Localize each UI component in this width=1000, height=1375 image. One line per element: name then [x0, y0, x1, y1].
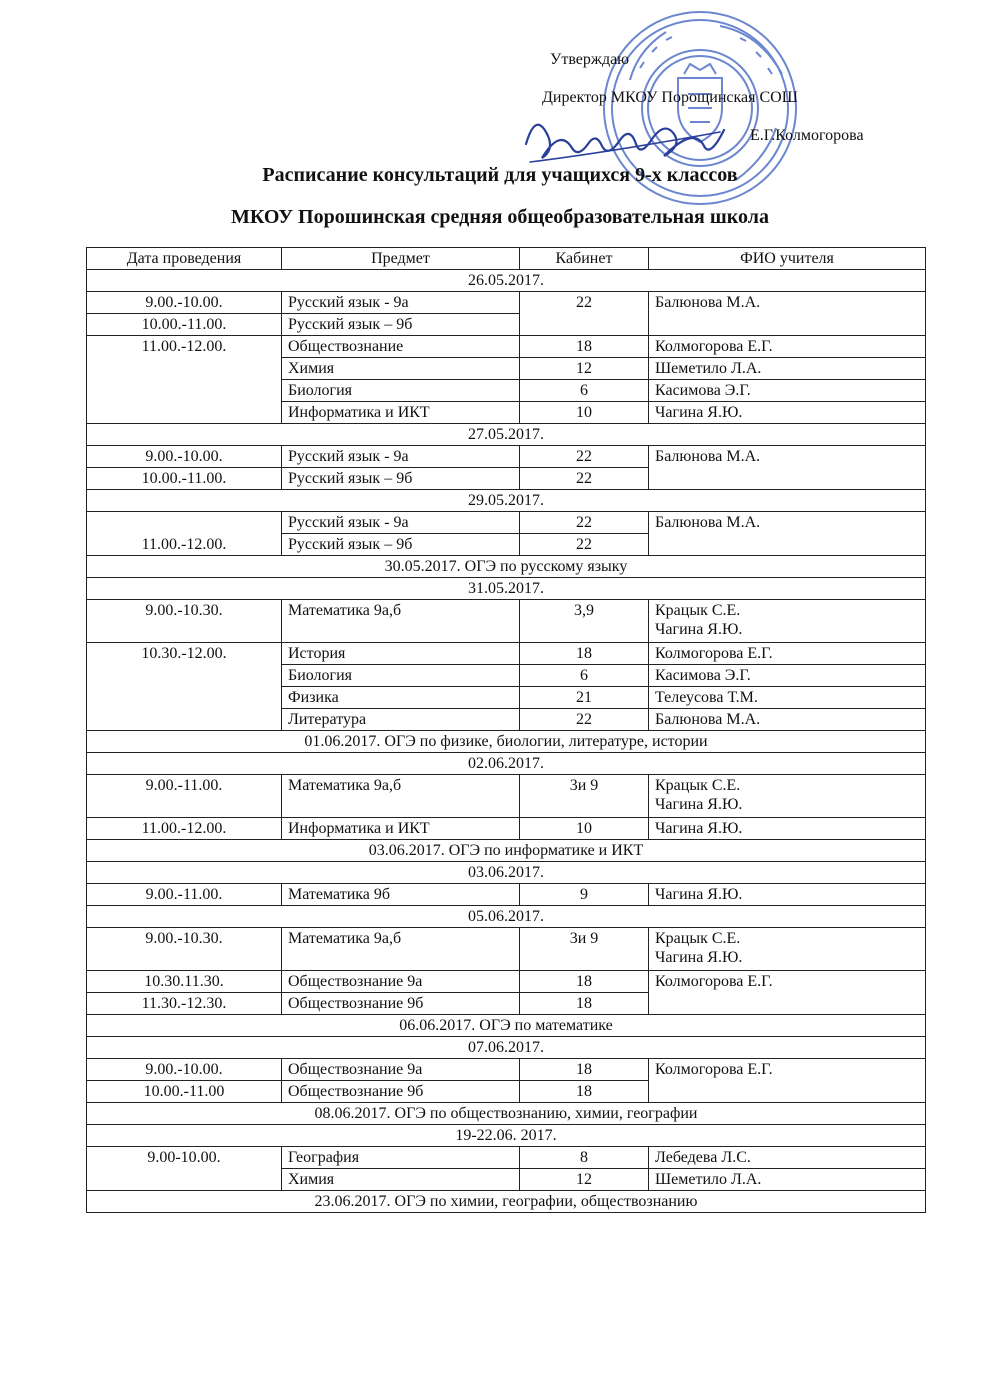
time-cell: 9.00.-11.00. — [87, 775, 282, 818]
header-teacher: ФИО учителя — [649, 248, 926, 270]
time-cell: 10.00.-11.00. — [87, 314, 282, 336]
room-cell: 12 — [520, 358, 649, 380]
teacher-name: Шеметило Л.А. — [655, 360, 762, 377]
room-cell: 18 — [520, 993, 649, 1015]
room-cell: 12 — [520, 1169, 649, 1191]
room-cell: 22 — [520, 468, 649, 490]
approval-line-3: Е.Г.Колмогорова — [750, 127, 864, 144]
teacher-name: Чагина Я.Ю. — [655, 796, 743, 813]
table-row — [87, 884, 926, 906]
section-row — [87, 731, 926, 753]
table-header-row — [87, 248, 926, 270]
time-cell: 9.00.-10.30. — [87, 600, 282, 643]
section-title: 05.06.2017. — [87, 906, 926, 928]
section-row — [87, 556, 926, 578]
table-row — [87, 971, 926, 993]
teacher-name: Лебедева Л.С. — [655, 1149, 751, 1166]
teacher-cell — [649, 928, 926, 971]
subject-cell: Математика 9а,б — [282, 600, 520, 643]
section-title: 29.05.2017. — [87, 490, 926, 512]
teacher-name: Колмогорова Е.Г. — [655, 973, 773, 990]
teacher-name: Чагина Я.Ю. — [655, 949, 743, 966]
section-title: 03.06.2017. — [87, 862, 926, 884]
subject-cell: Русский язык – 9б — [282, 534, 520, 556]
time-cell: 10.30.-12.00. — [87, 643, 282, 731]
table-row — [87, 600, 926, 643]
subject-cell: Информатика и ИКТ — [282, 818, 520, 840]
section-row — [87, 753, 926, 775]
subject-cell: Информатика и ИКТ — [282, 402, 520, 424]
room-cell: 3и 9 — [520, 775, 649, 818]
teacher-name: Чагина Я.Ю. — [655, 886, 743, 903]
section-row — [87, 490, 926, 512]
time-cell: 11.00.-12.00. — [87, 512, 282, 556]
subject-cell: Русский язык – 9б — [282, 468, 520, 490]
room-cell: 10 — [520, 402, 649, 424]
room-cell: 3,9 — [520, 600, 649, 643]
subject-cell: История — [282, 643, 520, 665]
room-cell: 22 — [520, 446, 649, 468]
subject-cell: Химия — [282, 1169, 520, 1191]
teacher-cell — [649, 687, 926, 709]
section-row — [87, 906, 926, 928]
section-row — [87, 1191, 926, 1213]
room-cell: 18 — [520, 1081, 649, 1103]
teacher-name: Чагина Я.Ю. — [655, 621, 743, 638]
time-cell: 9.00.-10.00. — [87, 292, 282, 314]
section-title: 19-22.06. 2017. — [87, 1125, 926, 1147]
teacher-cell — [649, 884, 926, 906]
table-row — [87, 446, 926, 468]
time-cell: 9.00-10.00. — [87, 1147, 282, 1191]
table-row — [87, 928, 926, 971]
section-row — [87, 862, 926, 884]
time-cell: 9.00.-10.00. — [87, 1059, 282, 1081]
time-cell: 10.30.11.30. — [87, 971, 282, 993]
room-cell: 22 — [520, 534, 649, 556]
time-cell: 11.00.-12.00. — [87, 818, 282, 840]
teacher-name: Телеусова Т.М. — [655, 689, 758, 706]
table-row — [87, 1147, 926, 1169]
time-cell: 9.00.-10.00. — [87, 446, 282, 468]
subject-cell: Обществознание 9а — [282, 1059, 520, 1081]
teacher-name: Чагина Я.Ю. — [655, 404, 743, 421]
subject-cell: Математика 9а,б — [282, 775, 520, 818]
table-row — [87, 512, 926, 534]
subject-cell: Математика 9а,б — [282, 928, 520, 971]
subject-cell: Русский язык - 9а — [282, 292, 520, 314]
room-cell: 10 — [520, 818, 649, 840]
teacher-cell — [649, 512, 926, 556]
time-cell: 10.00.-11.00 — [87, 1081, 282, 1103]
teacher-cell — [649, 775, 926, 818]
time-cell: 11.00.-12.00. — [87, 336, 282, 424]
teacher-cell — [649, 380, 926, 402]
subject-cell: Физика — [282, 687, 520, 709]
table-row — [87, 292, 926, 314]
subject-cell: Литература — [282, 709, 520, 731]
teacher-cell — [649, 402, 926, 424]
subject-cell: Биология — [282, 380, 520, 402]
room-cell: 18 — [520, 336, 649, 358]
teacher-cell — [649, 336, 926, 358]
teacher-name: Чагина Я.Ю. — [655, 820, 743, 837]
table-row — [87, 336, 926, 358]
teacher-name: Колмогорова Е.Г. — [655, 645, 773, 662]
time-cell: 11.30.-12.30. — [87, 993, 282, 1015]
teacher-cell — [649, 1147, 926, 1169]
table-row — [87, 1059, 926, 1081]
approval-line-2: Директор МКОУ Порощинская СОШ — [542, 89, 798, 106]
teacher-cell — [649, 1059, 926, 1103]
section-title: 27.05.2017. — [87, 424, 926, 446]
teacher-name: Крацык С.Е. — [655, 602, 741, 619]
teacher-cell — [649, 709, 926, 731]
subject-cell: Обществознание 9б — [282, 993, 520, 1015]
subject-cell: Биология — [282, 665, 520, 687]
section-row — [87, 424, 926, 446]
section-title: 08.06.2017. ОГЭ по обществознанию, химии, географии — [87, 1103, 926, 1125]
room-cell: 18 — [520, 971, 649, 993]
section-title: 31.05.2017. — [87, 578, 926, 600]
room-cell: 21 — [520, 687, 649, 709]
room-cell: 18 — [520, 1059, 649, 1081]
header-room: Кабинет — [520, 248, 649, 270]
room-cell: 9 — [520, 884, 649, 906]
room-cell: 3и 9 — [520, 928, 649, 971]
section-row — [87, 578, 926, 600]
section-title: 23.06.2017. ОГЭ по химии, географии, обществознанию — [87, 1191, 926, 1213]
section-row — [87, 270, 926, 292]
table-row — [87, 818, 926, 840]
header-date: Дата проведения — [87, 248, 282, 270]
teacher-cell — [649, 358, 926, 380]
table-row — [87, 643, 926, 665]
teacher-cell — [649, 818, 926, 840]
teacher-name: Колмогорова Е.Г. — [655, 1061, 773, 1078]
subject-cell: Обществознание 9б — [282, 1081, 520, 1103]
teacher-name: Крацык С.Е. — [655, 777, 741, 794]
room-cell: 22 — [520, 709, 649, 731]
subject-cell: Математика 9б — [282, 884, 520, 906]
time-cell: 9.00.-10.30. — [87, 928, 282, 971]
teacher-name: Балюнова М.А. — [655, 448, 761, 465]
consultation-schedule-table — [86, 247, 926, 1213]
school-name: МКОУ Порошинская средняя общеобразовательная школа — [231, 206, 769, 228]
teacher-cell — [649, 665, 926, 687]
room-cell: 6 — [520, 380, 649, 402]
teacher-name: Балюнова М.А. — [655, 711, 761, 728]
section-row — [87, 1125, 926, 1147]
subject-cell: Обществознание — [282, 336, 520, 358]
teacher-cell — [649, 600, 926, 643]
room-cell: 18 — [520, 643, 649, 665]
teacher-cell — [649, 292, 926, 336]
subject-cell: Русский язык - 9а — [282, 446, 520, 468]
section-row — [87, 1015, 926, 1037]
subject-cell: Русский язык - 9а — [282, 512, 520, 534]
approval-line-1: Утверждаю — [550, 51, 630, 68]
teacher-name: Шеметило Л.А. — [655, 1171, 762, 1188]
teacher-name: Касимова Э.Г. — [655, 667, 751, 684]
subject-cell: География — [282, 1147, 520, 1169]
section-row — [87, 1037, 926, 1059]
document-title: Расписание консультаций для учащихся 9-х классов — [262, 164, 738, 186]
table-row — [87, 775, 926, 818]
teacher-name: Балюнова М.А. — [655, 294, 761, 311]
section-row — [87, 1103, 926, 1125]
section-row — [87, 840, 926, 862]
teacher-name: Балюнова М.А. — [655, 514, 761, 531]
room-cell: 6 — [520, 665, 649, 687]
subject-cell: Русский язык – 9б — [282, 314, 520, 336]
section-title: 06.06.2017. ОГЭ по математике — [87, 1015, 926, 1037]
teacher-cell — [649, 1169, 926, 1191]
section-title: 26.05.2017. — [87, 270, 926, 292]
teacher-name: Колмогорова Е.Г. — [655, 338, 773, 355]
teacher-cell — [649, 446, 926, 490]
section-title: 03.06.2017. ОГЭ по информатике и ИКТ — [87, 840, 926, 862]
teacher-cell — [649, 643, 926, 665]
subject-cell: Химия — [282, 358, 520, 380]
teacher-name: Крацык С.Е. — [655, 930, 741, 947]
room-cell: 8 — [520, 1147, 649, 1169]
time-cell: 10.00.-11.00. — [87, 468, 282, 490]
teacher-cell — [649, 971, 926, 1015]
time-cell: 9.00.-11.00. — [87, 884, 282, 906]
header-subject: Предмет — [282, 248, 520, 270]
subject-cell: Обществознание 9а — [282, 971, 520, 993]
section-title: 02.06.2017. — [87, 753, 926, 775]
section-title: 30.05.2017. ОГЭ по русскому языку — [87, 556, 926, 578]
section-title: 01.06.2017. ОГЭ по физике, биологии, литературе, истории — [87, 731, 926, 753]
section-title: 07.06.2017. — [87, 1037, 926, 1059]
room-cell: 22 — [520, 512, 649, 534]
room-cell: 22 — [520, 292, 649, 336]
teacher-name: Касимова Э.Г. — [655, 382, 751, 399]
